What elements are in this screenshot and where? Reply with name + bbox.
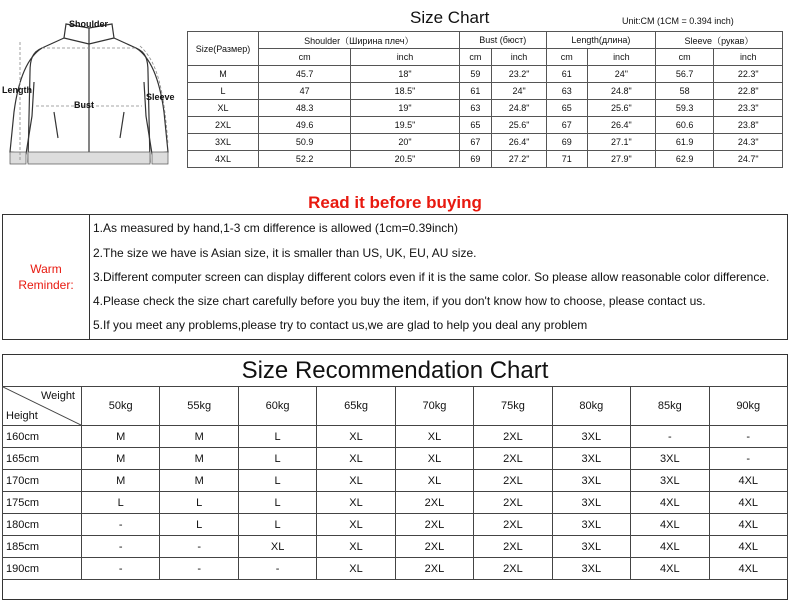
recommendation-row (3, 514, 788, 536)
group-header: Length(длина) (546, 32, 655, 49)
group-header: Shoulder（Ширина плеч） (259, 32, 460, 49)
weight-height-corner (3, 387, 82, 426)
measure-cell: 22.8" (714, 83, 783, 100)
recommended-size-cell: 4XL (709, 536, 788, 558)
measure-cell: 60.6 (655, 117, 713, 134)
size-cell: M (188, 66, 259, 83)
measure-cell: 24.3" (714, 134, 783, 151)
recommended-size-cell: 2XL (395, 492, 473, 514)
reminder-line: 4.Please check the size chart carefully before you buy the item, if you don't know how to choose, please contact us. (93, 294, 706, 308)
recommended-size-cell: 3XL (552, 492, 630, 514)
recommendation-row (3, 558, 788, 580)
measure-cell: 52.2 (259, 151, 351, 168)
measure-cell: 25.6" (492, 117, 547, 134)
recommended-size-cell: - (631, 426, 709, 448)
recommended-size-cell: 4XL (631, 514, 709, 536)
measure-cell: 24.7" (714, 151, 783, 168)
size-cell: XL (188, 100, 259, 117)
measure-cell: 59 (459, 66, 492, 83)
measure-cell: 27.1" (587, 134, 655, 151)
recommended-size-cell: L (160, 492, 238, 514)
recommended-size-cell: 3XL (552, 514, 630, 536)
measure-cell: 20.5" (351, 151, 459, 168)
measure-cell: 19" (351, 100, 459, 117)
size-row (188, 100, 783, 117)
height-cell: 190cm (3, 558, 82, 580)
unit-inch: inch (714, 49, 783, 66)
unit-inch: inch (492, 49, 547, 66)
recommended-size-cell: M (160, 426, 238, 448)
recommended-size-cell: L (238, 426, 316, 448)
measure-cell: 62.9 (655, 151, 713, 168)
measure-cell: 71 (546, 151, 587, 168)
recommended-size-cell: L (238, 448, 316, 470)
weight-header: 90kg (709, 387, 788, 426)
weight-header: 65kg (317, 387, 395, 426)
reminder-line: 5.If you meet any problems,please try to contact us,we are glad to help you deal any problem (93, 318, 588, 332)
measure-cell: 59.3 (655, 100, 713, 117)
recommended-size-cell: 3XL (631, 448, 709, 470)
reminder-line: 3.Different computer screen can display different colors even if it is the same color. So please allow reasonable color difference. (93, 270, 770, 284)
measure-cell: 69 (546, 134, 587, 151)
recommendation-row (3, 426, 788, 448)
recommended-size-cell: - (82, 514, 160, 536)
size-row (188, 83, 783, 100)
height-cell: 170cm (3, 470, 82, 492)
recommended-size-cell: M (82, 470, 160, 492)
recommended-size-cell: 2XL (395, 536, 473, 558)
recommended-size-cell: 2XL (395, 558, 473, 580)
recommended-size-cell: XL (317, 558, 395, 580)
measure-cell: 26.4" (587, 117, 655, 134)
measure-cell: 22.3" (714, 66, 783, 83)
measure-cell: 24.8" (587, 83, 655, 100)
recommended-size-cell: 2XL (474, 558, 552, 580)
recommended-size-cell: 4XL (709, 558, 788, 580)
recommended-size-cell: 2XL (395, 514, 473, 536)
recommended-size-cell: 3XL (552, 470, 630, 492)
recommended-size-cell: L (238, 470, 316, 492)
recommended-size-cell: XL (317, 514, 395, 536)
recommended-size-cell: 4XL (709, 470, 788, 492)
reminder-line: 1.As measured by hand,1-3 cm difference is allowed (1cm=0.39inch) (93, 221, 458, 235)
recommended-size-cell: 4XL (631, 536, 709, 558)
recommended-size-cell: 2XL (474, 492, 552, 514)
measure-cell: 47 (259, 83, 351, 100)
measure-cell: 24.8" (492, 100, 547, 117)
warm-reminder-label (3, 215, 90, 339)
size-cell: 2XL (188, 117, 259, 134)
recommended-size-cell: L (160, 514, 238, 536)
warm-label-line1: Warm (30, 262, 62, 276)
recommendation-title: Size Recommendation Chart (241, 357, 549, 384)
measure-cell: 24" (492, 83, 547, 100)
measure-cell: 65 (546, 100, 587, 117)
weight-header: 75kg (474, 387, 552, 426)
recommended-size-cell: XL (395, 448, 473, 470)
recommended-size-cell: L (238, 514, 316, 536)
recommended-size-cell: - (160, 536, 238, 558)
size-chart-title: Size Chart (410, 8, 490, 27)
recommended-size-cell: - (160, 558, 238, 580)
unit-cm: cm (459, 49, 492, 66)
recommended-size-cell: - (709, 448, 788, 470)
recommendation-table-body (3, 426, 788, 580)
measure-cell: 25.6" (587, 100, 655, 117)
recommended-size-cell: 2XL (474, 514, 552, 536)
group-header: Sleeve（рукав） (655, 32, 782, 49)
sleeve-label: Sleeve (146, 92, 175, 102)
recommended-size-cell: 2XL (474, 470, 552, 492)
warm-reminder-box (2, 214, 788, 340)
measure-cell: 48.3 (259, 100, 351, 117)
height-label: Height (6, 410, 38, 422)
size-cell: 3XL (188, 134, 259, 151)
measure-cell: 56.7 (655, 66, 713, 83)
weight-header: 85kg (631, 387, 709, 426)
bust-label: Bust (74, 100, 94, 110)
measure-cell: 49.6 (259, 117, 351, 134)
recommended-size-cell: XL (317, 470, 395, 492)
height-cell: 185cm (3, 536, 82, 558)
unit-cm: cm (655, 49, 713, 66)
jacket-illustration (2, 12, 180, 182)
height-cell: 165cm (3, 448, 82, 470)
measure-cell: 18.5" (351, 83, 459, 100)
recommended-size-cell: 4XL (709, 492, 788, 514)
measure-cell: 63 (546, 83, 587, 100)
measure-cell: 19.5" (351, 117, 459, 134)
recommendation-header-row (3, 387, 788, 426)
recommended-size-cell: 4XL (631, 558, 709, 580)
size-table-header (188, 32, 783, 49)
measure-cell: 27.2" (492, 151, 547, 168)
unit-inch: inch (587, 49, 655, 66)
read-before-buying-title: Read it before buying (308, 193, 482, 212)
weight-header: 70kg (395, 387, 473, 426)
height-cell: 160cm (3, 426, 82, 448)
recommended-size-cell: M (82, 426, 160, 448)
recommended-size-cell: - (238, 558, 316, 580)
measure-cell: 24" (587, 66, 655, 83)
weight-header: 55kg (160, 387, 238, 426)
recommendation-row (3, 492, 788, 514)
unit-inch: inch (351, 49, 459, 66)
recommended-size-cell: L (82, 492, 160, 514)
size-cell: 4XL (188, 151, 259, 168)
recommendation-row (3, 536, 788, 558)
recommended-size-cell: XL (317, 536, 395, 558)
recommended-size-cell: 2XL (474, 426, 552, 448)
group-header: Bust (бюст) (459, 32, 546, 49)
measure-cell: 27.9" (587, 151, 655, 168)
reminder-line: 2.The size we have is Asian size, it is smaller than US, UK, EU, AU size. (93, 246, 477, 260)
recommendation-row (3, 470, 788, 492)
weight-label: Weight (40, 390, 75, 402)
recommended-size-cell: 4XL (631, 492, 709, 514)
size-row (188, 151, 783, 168)
recommended-size-cell: 3XL (631, 470, 709, 492)
size-table-body (188, 66, 783, 168)
measure-cell: 67 (459, 134, 492, 151)
size-row (188, 134, 783, 151)
recommended-size-cell: XL (395, 426, 473, 448)
size-cell: L (188, 83, 259, 100)
recommended-size-cell: - (82, 536, 160, 558)
recommended-size-cell: XL (238, 536, 316, 558)
recommended-size-cell: - (82, 558, 160, 580)
recommended-size-cell: 3XL (552, 426, 630, 448)
warm-label-line2: Reminder: (18, 278, 74, 292)
measure-cell: 26.4" (492, 134, 547, 151)
size-row (188, 66, 783, 83)
measure-cell: 50.9 (259, 134, 351, 151)
recommended-size-cell: 4XL (709, 514, 788, 536)
measure-cell: 23.3" (714, 100, 783, 117)
recommendation-table (2, 386, 788, 580)
size-chart-table (187, 31, 783, 168)
measure-cell: 69 (459, 151, 492, 168)
recommended-size-cell: XL (317, 426, 395, 448)
recommended-size-cell: M (160, 470, 238, 492)
measure-cell: 45.7 (259, 66, 351, 83)
height-cell: 175cm (3, 492, 82, 514)
recommended-size-cell: XL (395, 470, 473, 492)
recommended-size-cell: M (160, 448, 238, 470)
measure-cell: 18" (351, 66, 459, 83)
recommended-size-cell: 2XL (474, 448, 552, 470)
weight-header: 80kg (552, 387, 630, 426)
recommended-size-cell: 3XL (552, 558, 630, 580)
recommended-size-cell: XL (317, 448, 395, 470)
length-label: Length (2, 85, 32, 95)
recommended-size-cell: M (82, 448, 160, 470)
measure-cell: 63 (459, 100, 492, 117)
recommended-size-cell: 2XL (474, 536, 552, 558)
measure-cell: 58 (655, 83, 713, 100)
recommended-size-cell: L (238, 492, 316, 514)
unit-note: Unit:CM (1CM = 0.394 inch) (622, 16, 734, 26)
measure-cell: 61.9 (655, 134, 713, 151)
size-row (188, 117, 783, 134)
recommended-size-cell: XL (317, 492, 395, 514)
recommended-size-cell: - (709, 426, 788, 448)
recommendation-row (3, 448, 788, 470)
unit-cm: cm (259, 49, 351, 66)
recommended-size-cell: 3XL (552, 536, 630, 558)
measure-cell: 61 (459, 83, 492, 100)
measure-cell: 23.2" (492, 66, 547, 83)
size-header: Size(Размер) (188, 32, 259, 66)
measure-cell: 65 (459, 117, 492, 134)
weight-header: 60kg (238, 387, 316, 426)
recommended-size-cell: 3XL (552, 448, 630, 470)
unit-cm: cm (546, 49, 587, 66)
measure-cell: 20" (351, 134, 459, 151)
measure-cell: 67 (546, 117, 587, 134)
measure-cell: 61 (546, 66, 587, 83)
size-table-subheader (188, 49, 783, 66)
height-cell: 180cm (3, 514, 82, 536)
weight-header: 50kg (82, 387, 160, 426)
shoulder-label: Shoulder (69, 19, 109, 29)
measure-cell: 23.8" (714, 117, 783, 134)
